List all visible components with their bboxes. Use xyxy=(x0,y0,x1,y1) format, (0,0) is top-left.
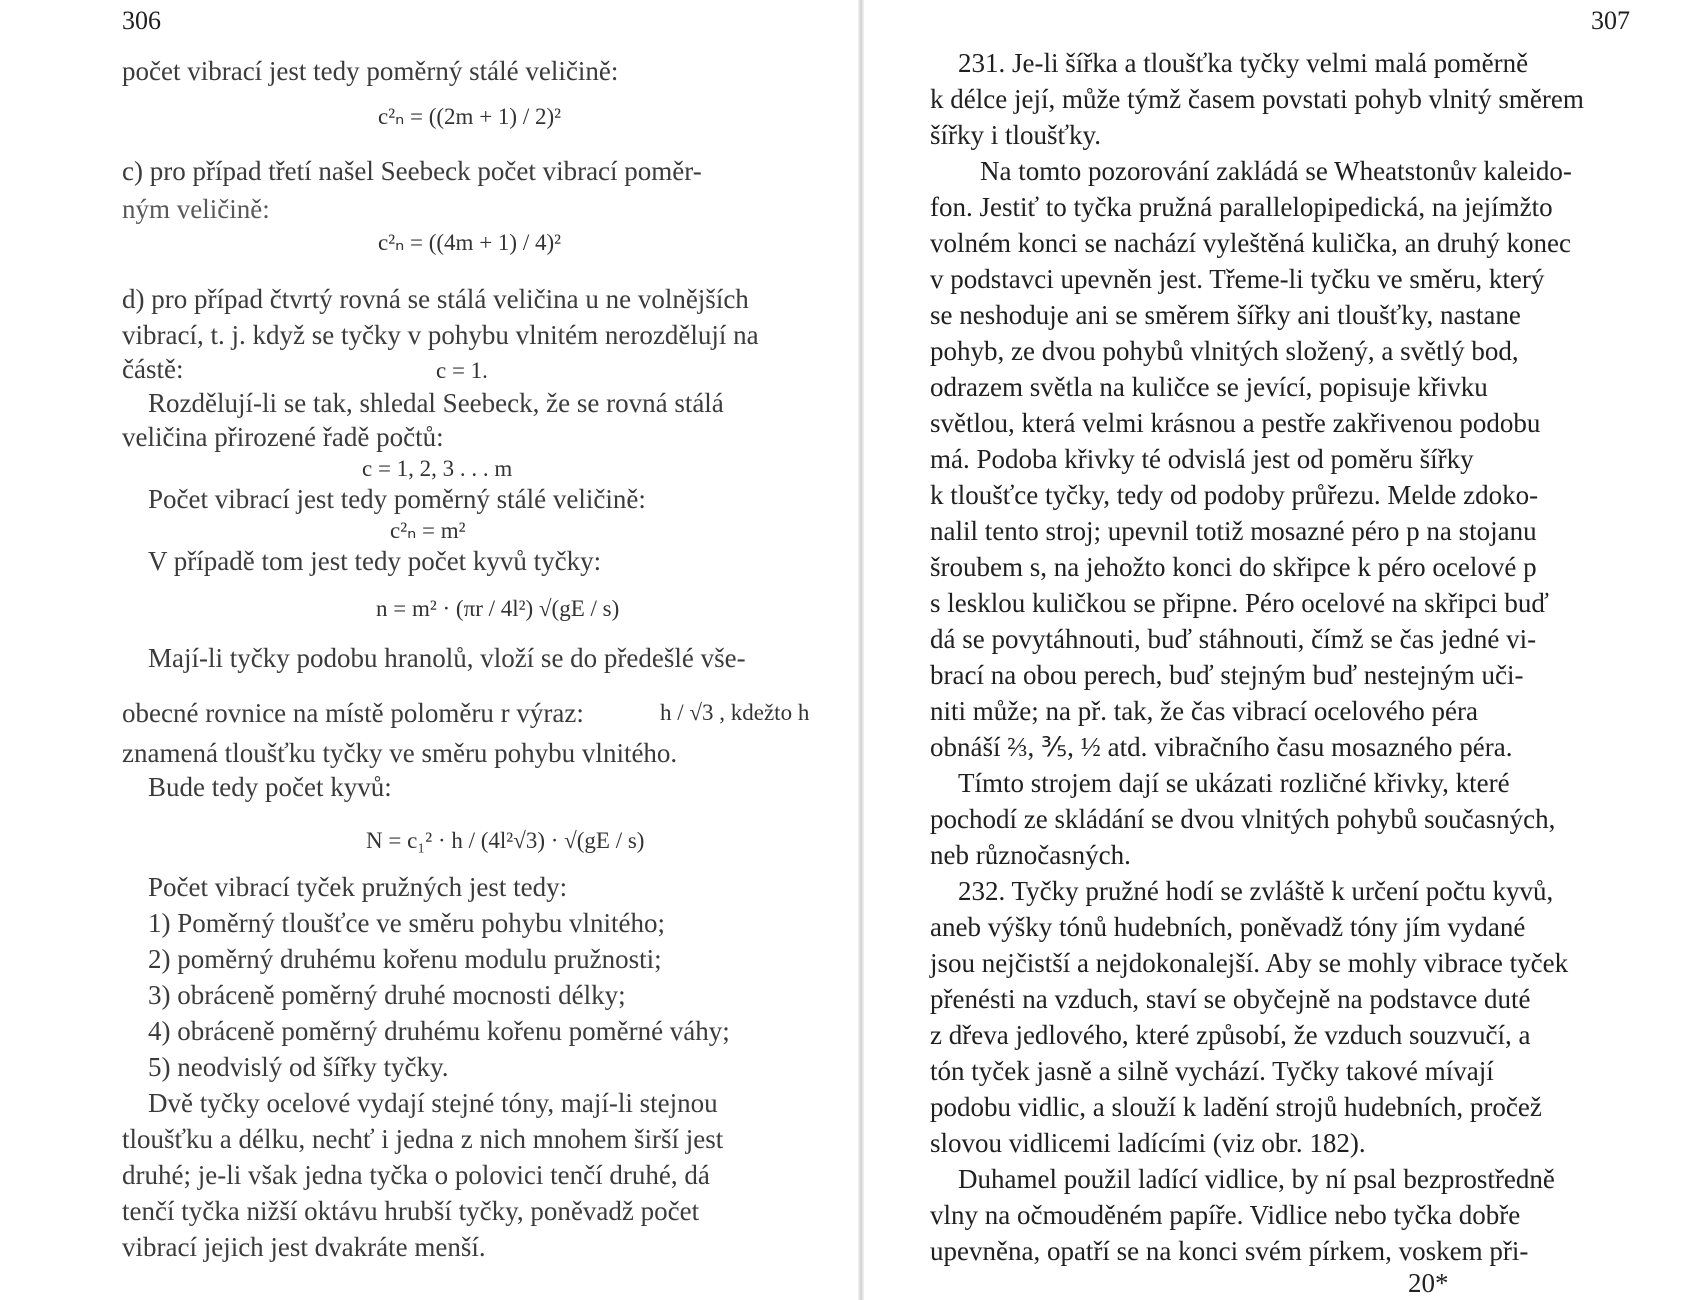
text-line: 1) Poměrný tloušťce ve směru pohybu vlnitého; xyxy=(148,908,665,938)
text-line: znamená tloušťku tyčky ve směru pohybu vlnitého. xyxy=(122,738,678,768)
signature-mark: 20* xyxy=(1408,1268,1449,1298)
text-line: přenésti na vzduch, staví se obyčejně na podstavce duté xyxy=(930,984,1531,1014)
text-line: tloušťku a délku, nechť i jedna z nich mnohem širší jest xyxy=(122,1124,724,1154)
text-line: šroubem s, na jehožto konci do skřipce k péro ocelové p xyxy=(930,552,1537,582)
text-line: šířky i tloušťky. xyxy=(930,120,1102,150)
text-line: podobu vidlic, a slouží k ladění strojů hudebních, pročež xyxy=(930,1092,1542,1122)
text-line: Počet vibrací tyček pružných jest tedy: xyxy=(148,872,568,902)
formula: c²ₙ = ((4m + 1) / 4)² xyxy=(378,230,562,255)
book-gutter xyxy=(858,0,864,1300)
text-line: se neshoduje ani se směrem šířky ani tloušťky, nastane xyxy=(930,300,1521,330)
text-line: obecné rovnice na místě poloměru r výraz: xyxy=(122,698,584,728)
formula: N = c₁² · h / (4l²√3) · √(gE / s) xyxy=(366,828,645,853)
formula: h / √3 , kdežto h xyxy=(660,700,810,725)
text-line: d) pro případ čtvrtý rovná se stálá veličina u ne volnějších xyxy=(122,284,749,314)
page-number: 307 xyxy=(1591,6,1630,35)
text-line: slovou vidlicemi ladícími (viz obr. 182). xyxy=(930,1128,1366,1158)
text-line: odrazem světla na kuličce se jevící, popisuje křivku xyxy=(930,372,1488,402)
text-line: fon. Jestiť to tyčka pružná parallelopipedická, na jejímžto xyxy=(930,192,1553,222)
right-page xyxy=(868,0,1700,1300)
text-line: Na tomto pozorování zakládá se Wheatstonův kaleido- xyxy=(980,156,1572,186)
text-line: c) pro případ třetí našel Seebeck počet vibrací poměr- xyxy=(122,156,702,186)
text-line: pohyb, ze dvou pohybů vlnitých složený, a světlý bod, xyxy=(930,336,1519,366)
text-line: neb různočasných. xyxy=(930,840,1131,870)
formula: n = m² · (πr / 4l²) √(gE / s) xyxy=(376,596,620,621)
text-line: 2) poměrný druhému kořenu modulu pružnosti; xyxy=(148,944,662,974)
text-line: s lesklou kuličkou se připne. Péro ocelové na skřipci buď xyxy=(930,588,1549,618)
text-line: k tloušťce tyčky, tedy od podoby průřezu. Melde zdoko- xyxy=(930,480,1539,510)
text-line: vlny na očmouděném papíře. Vidlice nebo tyčka dobře xyxy=(930,1200,1521,1230)
formula: c²ₙ = ((2m + 1) / 2)² xyxy=(378,104,562,129)
text-line: veličina přirozené řadě počtů: xyxy=(122,422,444,452)
text-line: niti může; na př. tak, že čas vibrací ocelového péra xyxy=(930,696,1479,726)
formula: c = 1, 2, 3 . . . m xyxy=(362,456,513,481)
text-line: vibrací jejich jest dvakráte menší. xyxy=(122,1232,486,1262)
text-line: Rozdělují-li se tak, shledal Seebeck, že se rovná stálá xyxy=(148,388,724,418)
text-line: volném konci se nachází vyleštěná kulička, an druhý konec xyxy=(930,228,1572,258)
text-line: částě: xyxy=(122,354,184,384)
text-line: V případě tom jest tedy počet kyvů tyčky: xyxy=(148,546,602,576)
text-line: pochodí ze skládání se dvou vlnitých pohybů současných, xyxy=(930,804,1556,834)
text-line: jsou nejčistší a nejdokonalejší. Aby se mohly vibrace tyček xyxy=(930,948,1569,978)
page-number: 306 xyxy=(122,6,161,35)
text-line: obnáší ⅔, ⅗, ½ atd. vibračního času mosazného péra. xyxy=(930,732,1513,762)
text-line: druhé; je-li však jedna tyčka o polovici tenčí druhé, dá xyxy=(122,1160,710,1190)
text-line: tenčí tyčka nižší oktávu hrubší tyčky, poněvadž počet xyxy=(122,1196,700,1226)
text-line: má. Podoba křivky té odvislá jest od poměru šířky xyxy=(930,444,1474,474)
text-line: světlou, která velmi krásnou a pestře zakřivenou podobu xyxy=(930,408,1541,438)
text-line: brací na obou perech, buď stejným buď nestejným uči- xyxy=(930,660,1524,690)
text-line: 5) neodvislý od šířky tyčky. xyxy=(148,1052,449,1082)
text-line: 231. Je-li šířka a tloušťka tyčky velmi malá poměrně xyxy=(958,48,1529,78)
text-line: Dvě tyčky ocelové vydají stejné tóny, mají-li stejnou xyxy=(148,1088,718,1118)
text-line: aneb výšky tónů hudebních, poněvadž tóny jím vydané xyxy=(930,912,1526,942)
text-line: dá se povytáhnouti, buď stáhnouti, čímž se čas jedné vi- xyxy=(930,624,1537,654)
text-line: Mají-li tyčky podobu hranolů, vloží se do předešlé vše- xyxy=(148,643,746,673)
text-line: 3) obráceně poměrný druhé mocnosti délky; xyxy=(148,980,626,1010)
text-line: tón tyček jasně a silně vychází. Tyčky takové mívají xyxy=(930,1056,1494,1086)
text-line: z dřeva jedlového, které způsobí, že vzduch souzvučí, a xyxy=(930,1020,1531,1050)
text-line: Tímto strojem dají se ukázati rozličné křivky, které xyxy=(958,768,1510,798)
text-line: v podstavci upevněn jest. Třeme-li tyčku ve směru, který xyxy=(930,264,1545,294)
formula: c = 1. xyxy=(436,358,488,383)
text-line: upevněna, opatří se na konci svém pírkem, voskem při- xyxy=(930,1236,1529,1266)
text-line: Bude tedy počet kyvů: xyxy=(148,772,392,802)
text-line: 232. Tyčky pružné hodí se zvláště k určení počtu kyvů, xyxy=(958,876,1554,906)
text-line: nalil tento stroj; upevnil totiž mosazné péro p na stojanu xyxy=(930,516,1537,546)
text-line: k délce její, může týmž časem povstati pohyb vlnitý směrem xyxy=(930,84,1584,114)
formula: c²ₙ = m² xyxy=(390,518,466,543)
text-line: vibrací, t. j. když se tyčky v pohybu vlnitém nerozdělují na xyxy=(122,320,759,350)
text-line: Počet vibrací jest tedy poměrný stálé veličině: xyxy=(148,484,646,514)
text-line: počet vibrací jest tedy poměrný stálé veličině: xyxy=(122,56,619,86)
text-line: Duhamel použil ladící vidlice, by ní psal bezprostředně xyxy=(958,1164,1555,1194)
text-line: ným veličině: xyxy=(122,194,270,224)
text-line: 4) obráceně poměrný druhému kořenu poměrné váhy; xyxy=(148,1016,730,1046)
